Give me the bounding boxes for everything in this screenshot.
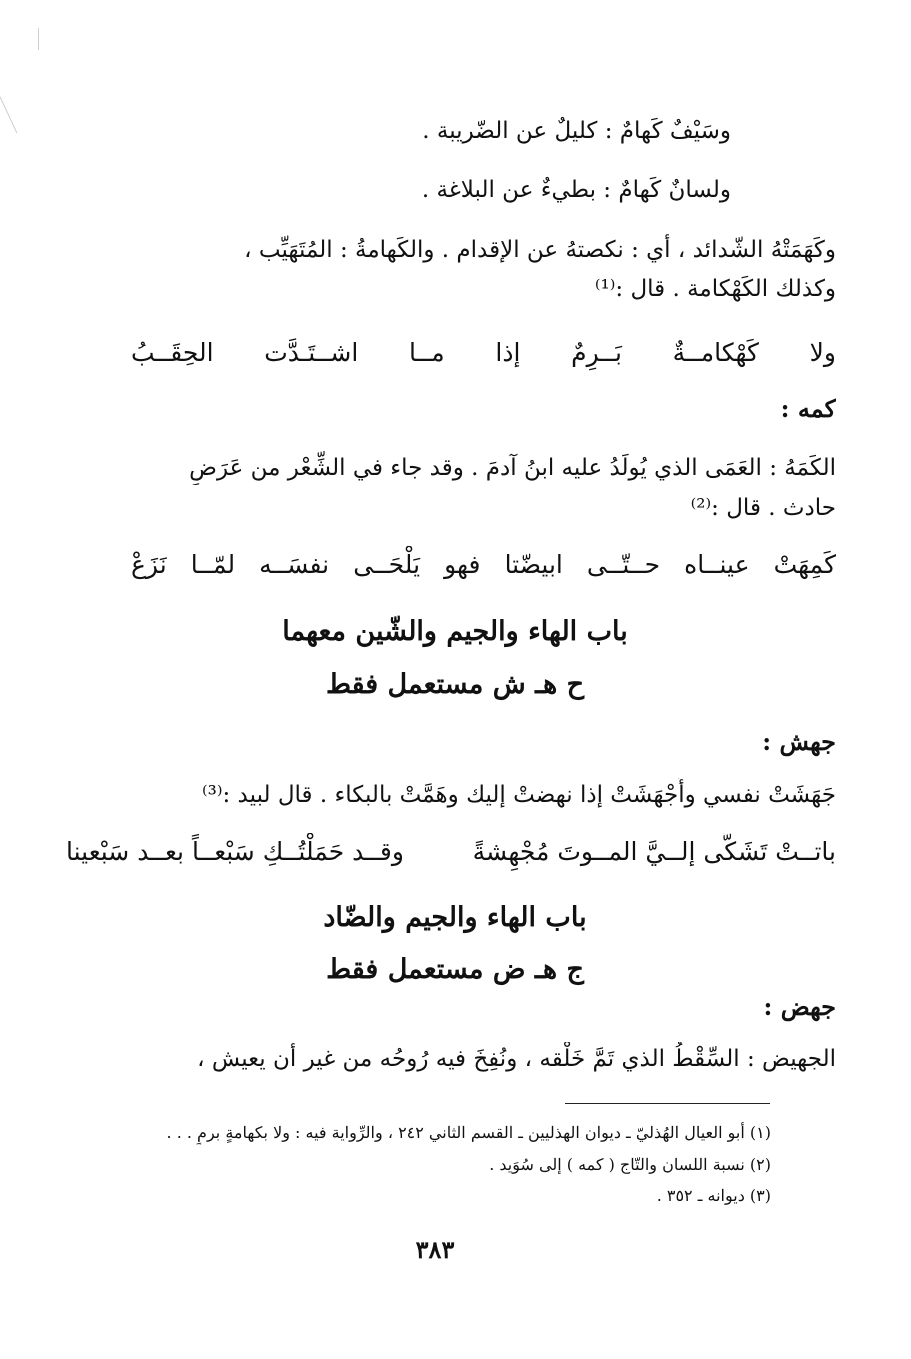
verse-word: فهو [444,550,481,579]
footnote: (٣) ديوانه ـ ٣٥٢ . [656,1186,771,1205]
verse-word: اشــتَـدَّت [264,338,359,367]
verse-line [131,546,836,584]
section-title: باب الهاء والجيم والضّاد [323,902,587,933]
verse-word: بَــرِمٌ [571,338,622,367]
verse-word: نفسَــه [259,550,330,579]
verse-word: كَمِهَتْ [773,550,836,579]
verse-word: حــتّــى [586,550,661,579]
footnote: (٢) نسبة اللسان والتّاج ( كمه ) إلى سُوَيد . [489,1155,771,1174]
verse-word: ابيضّتا [504,550,563,579]
text-line: الكَمَهُ : العَمَى الذي يُولَدُ عليه ابنُ آدمَ . وقد جاء في الشِّعْر من عَرَضٍ [189,455,836,481]
footnote-rule [565,1103,770,1104]
verse-word: نَزَعْ [131,550,167,579]
verse-word: إذا [495,338,521,367]
text-line: ولسانٌ كَهامٌ : بطيءٌ عن البلاغة . [421,177,731,203]
verse-word: يَلْحَــى [353,550,421,579]
verse-line [66,833,836,871]
text-line: جَهَشَتْ نفسي وأَجْهَشَتْ إذا نهضتْ إليك وهَمَّتْ بالبكاء . قال لبيد :⁽³⁾ [201,782,836,808]
verse-word: مــا [409,338,445,367]
verse-word: عينــاه [684,550,750,579]
text-line: وسَيْفٌ كَهامٌ : كليلٌ عن الضّريبة . [422,118,731,144]
verse-word: لمّــا [190,550,236,579]
verse-hemistich: باتــتْ تَشَكَّى إلــيَّ المــوتَ مُجْهِشةً [472,837,836,866]
verse-line [131,334,836,372]
verse-word: كَهْكامــةٌ [672,338,759,367]
page-number: ٣٨٣ [415,1235,455,1264]
footnote: (١) أبو العيال الهُذليّ ـ ديوان الهذليين ـ القسم الثاني ٢٤٢ ، والرِّواية فيه : ولا بكهامةٍ برمٍ . . . [166,1123,771,1142]
text-line: حادث . قال :⁽²⁾ [690,495,836,521]
entry-heading: جهش : [762,727,836,756]
verse-word: ولا [809,338,836,367]
scan-mark [38,28,39,50]
scan-mark [0,97,17,134]
text-line: الجهيض : السِّقْطُ الذي تَمَّ خَلْقه ، ونُفِخَ فيه رُوحُه من غير أن يعيش ، [197,1046,836,1072]
verse-hemistich: وقــد حَمَلْتُــكِ سَبْعــاً بعــد سَبْعينا [66,837,404,866]
text-line: وكذلك الكَهْكامة . قال :⁽¹⁾ [594,276,836,302]
section-subtitle: ح هـ ش مستعمل فقط [325,669,585,700]
verse-word: الحِقَــبُ [131,338,214,367]
text-line: وكَهَمَتْهُ الشّدائد ، أي : نكصتهُ عن الإقدام . والكَهامةُ : المُتَهَيِّب ، [244,237,836,263]
entry-heading: كمه : [780,394,836,423]
entry-heading: جهض : [763,992,836,1021]
section-title: باب الهاء والجيم والشّين معهما [282,616,628,647]
section-subtitle: ج هـ ض مستعمل فقط [326,954,584,985]
